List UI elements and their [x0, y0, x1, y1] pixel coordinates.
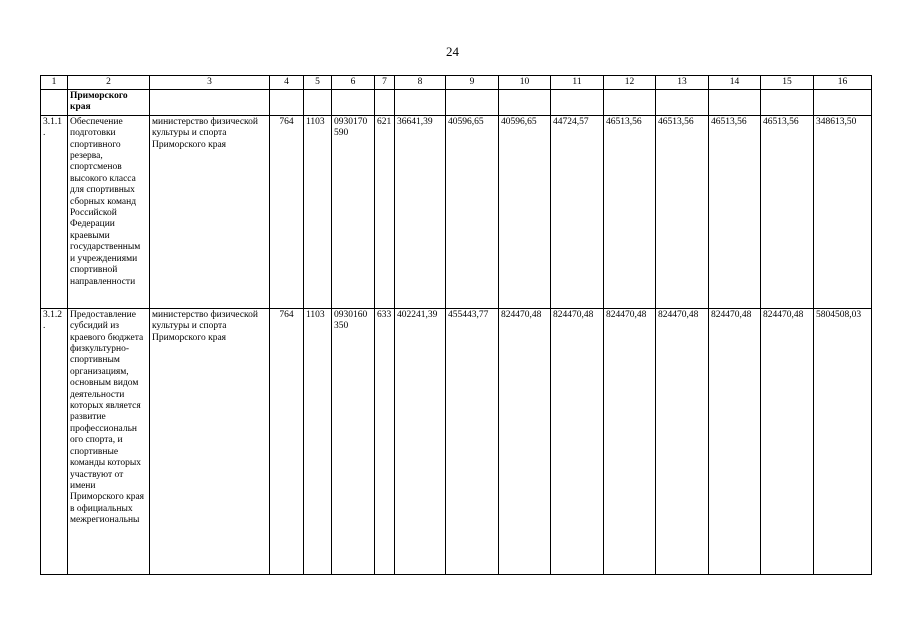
budget-table [40, 75, 872, 575]
amount-cell: 402241,39 [395, 308, 446, 574]
ministry-code: 764 [270, 115, 304, 308]
column-header: 15 [761, 76, 814, 90]
amount-cell: 46513,56 [709, 115, 761, 308]
amount-cell: 46513,56 [604, 115, 656, 308]
column-header: 14 [709, 76, 761, 90]
executor: министерство физической культуры и спорта Приморского края [150, 308, 270, 574]
amount-cell: 46513,56 [656, 115, 709, 308]
amount-cell: 455443,77 [446, 308, 499, 574]
amount-cell: 44724,57 [551, 115, 604, 308]
table-row [41, 115, 872, 308]
table-cell [150, 90, 270, 116]
table-cell [499, 90, 551, 116]
table-cell [761, 90, 814, 116]
column-header: 9 [446, 76, 499, 90]
column-header: 5 [304, 76, 332, 90]
column-header: 4 [270, 76, 304, 90]
amount-cell: 824470,48 [499, 308, 551, 574]
table-row [41, 308, 872, 574]
amount-cell: 824470,48 [709, 308, 761, 574]
column-header: 13 [656, 76, 709, 90]
section-code: 1103 [304, 115, 332, 308]
table-cell [304, 90, 332, 116]
table-cell [395, 90, 446, 116]
table-cell [41, 90, 68, 116]
table-cell [332, 90, 375, 116]
table-cell [814, 90, 872, 116]
region-label: Приморского края [68, 90, 150, 116]
total-cell: 5804508,03 [814, 308, 872, 574]
column-header: 1 [41, 76, 68, 90]
row-number: 3.1.1 . [41, 115, 68, 308]
target-article-code: 0930160 350 [332, 308, 375, 574]
column-header: 6 [332, 76, 375, 90]
executor: министерство физической культуры и спорта Приморского края [150, 115, 270, 308]
column-header: 7 [375, 76, 395, 90]
column-header-row [41, 76, 872, 90]
ministry-code: 764 [270, 308, 304, 574]
measure-name: Предоставление субсидий из краевого бюджета физкультурно-спортивным организациям, основным видом деятельности которых является развитие профессиональн ого спорта, и спортивные команды которых участвуют от имени Приморского края в официальных межрегиональны [68, 308, 150, 574]
column-header: 11 [551, 76, 604, 90]
measure-name: Обеспечение подготовки спортивного резерва, спортсменов высокого класса для спортивных сборных команд Российской Федерации краевыми государственным и учреждениями спортивной направленности [68, 115, 150, 308]
column-header: 3 [150, 76, 270, 90]
column-header: 16 [814, 76, 872, 90]
amount-cell: 824470,48 [551, 308, 604, 574]
table-cell [446, 90, 499, 116]
table-cell [375, 90, 395, 116]
page-number: 24 [446, 44, 459, 59]
section-code: 1103 [304, 308, 332, 574]
amount-cell: 40596,65 [499, 115, 551, 308]
total-cell: 348613,50 [814, 115, 872, 308]
table-cell [656, 90, 709, 116]
amount-cell: 824470,48 [604, 308, 656, 574]
target-article-code: 0930170 590 [332, 115, 375, 308]
table-cell [709, 90, 761, 116]
row-number: 3.1.2 . [41, 308, 68, 574]
table-cell [604, 90, 656, 116]
expense-type-code: 633 [375, 308, 395, 574]
column-header: 8 [395, 76, 446, 90]
expense-type-code: 621 [375, 115, 395, 308]
amount-cell: 824470,48 [761, 308, 814, 574]
amount-cell: 40596,65 [446, 115, 499, 308]
column-header: 2 [68, 76, 150, 90]
amount-cell: 46513,56 [761, 115, 814, 308]
table-cell [270, 90, 304, 116]
amount-cell: 824470,48 [656, 308, 709, 574]
column-header: 12 [604, 76, 656, 90]
table-cell [551, 90, 604, 116]
region-row [41, 90, 872, 116]
amount-cell: 36641,39 [395, 115, 446, 308]
column-header: 10 [499, 76, 551, 90]
